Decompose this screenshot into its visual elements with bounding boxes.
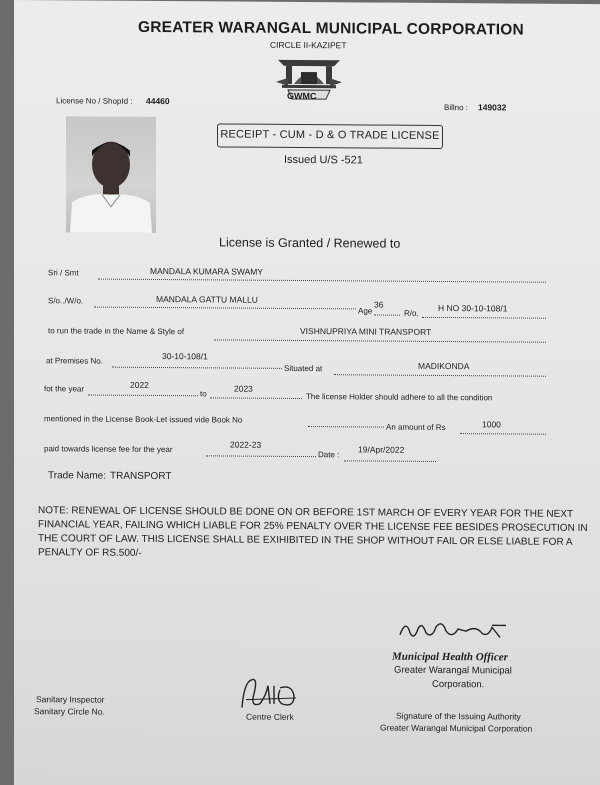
- mho-signature: [396, 615, 516, 646]
- authority-signature-label: Signature of the Issuing Authority: [396, 710, 521, 722]
- date-line: [344, 460, 436, 462]
- renewal-note: NOTE: RENEWAL OF LICENSE SHOULD BE DONE ON OR BEFORE 1ST MARCH OF EVERY YEAR FOR THE NEXT FINANCIAL YEAR, FAILING WHICH LIABLE FOR 25% PENALTY OVER THE LICENSE FEE BESIDES PROSECUTION IN THE COURT OF LAW. THIS LICENSE SHALL BE EXIHIBITED IN THE SHOP WITHOUT FAIL OR ELSE LIABLE FOR A PENALTY OF RS.500/-: [38, 505, 588, 559]
- holder-condition-text: The license Holder should adhere to all the condition: [306, 392, 493, 403]
- holder-photo: [66, 116, 156, 233]
- to-label: to: [200, 389, 207, 399]
- ro-line: [422, 317, 546, 319]
- granted-heading: License is Granted / Renewed to: [219, 235, 401, 251]
- amount-label: An amount of Rs: [386, 422, 446, 433]
- circle-name: CIRCLE II-KAZIPET: [270, 39, 347, 51]
- bill-no-value: 149032: [478, 102, 507, 113]
- sanitary-circle-label: Sanitary Circle No.: [34, 706, 105, 717]
- license-no-label: License No / ShopId :: [56, 96, 133, 106]
- license-document: [14, 0, 600, 785]
- bill-no-label: Billno :: [444, 103, 469, 113]
- name-value: MANDALA KUMARA SWAMY: [150, 265, 264, 277]
- trade-name-value: TRANSPORT: [110, 470, 172, 483]
- trade-style-label: to run the trade in the Name & Style of: [48, 326, 185, 337]
- year-label: fot the year: [44, 384, 85, 394]
- father-line: [94, 307, 356, 310]
- situated-label: Situated at: [284, 363, 323, 374]
- logo-text: GWMC: [287, 90, 317, 102]
- amount-line: [460, 433, 546, 435]
- issued-section: Issued U/S -521: [284, 153, 363, 167]
- premises-line: [112, 367, 282, 369]
- corporation-title: GREATER WARANGAL MUNICIPAL CORPORATION: [138, 18, 524, 39]
- age-value: 36: [374, 299, 384, 310]
- centre-clerk-label: Centre Clerk: [246, 711, 294, 722]
- receipt-title-box: RECEIPT - CUM - D & O TRADE LICENSE: [217, 123, 443, 149]
- father-value: MANDALA GATTU MALLU: [156, 293, 258, 305]
- authority-org-label: Greater Warangal Municipal Corporation: [380, 722, 533, 734]
- year-to-value: 2023: [234, 383, 253, 394]
- mho-org-line2: Corporation.: [432, 678, 485, 691]
- name-line: [98, 279, 546, 283]
- father-label: S/o../W/o.: [48, 296, 84, 306]
- clerk-signature: [236, 674, 306, 714]
- year-from-value: 2022: [130, 379, 149, 390]
- date-label: Date :: [318, 450, 340, 460]
- premises-label: at Premises No.: [46, 356, 103, 366]
- mho-title: Municipal Health Officer: [392, 650, 508, 664]
- amount-value: 1000: [482, 419, 501, 430]
- date-value: 19/Apr/2022: [358, 444, 405, 455]
- book-line: [308, 426, 384, 428]
- situated-value: MADIKONDA: [418, 360, 470, 372]
- paid-label: paid towards license fee for the year: [44, 444, 173, 455]
- paid-year-line: [206, 455, 316, 457]
- trade-style-line: [214, 339, 546, 342]
- name-label: Sri / Smt: [48, 268, 79, 278]
- year-from-line: [88, 395, 198, 397]
- sanitary-inspector-label: Sanitary Inspector: [36, 694, 105, 705]
- age-line: [374, 315, 400, 316]
- book-text: mentioned in the License Book-Let issued vide Book No: [44, 414, 243, 425]
- ro-label: R/o.: [404, 308, 419, 318]
- premises-value: 30-10-108/1: [162, 351, 208, 362]
- ro-value: H NO 30-10-108/1: [438, 302, 508, 314]
- year-to-line: [210, 397, 302, 399]
- age-label: Age: [358, 306, 373, 316]
- trade-name-label: Trade Name:: [48, 470, 106, 482]
- license-no-value: 44460: [146, 95, 170, 107]
- trade-style-value: VISHNUPRIYA MINI TRANSPORT: [300, 325, 432, 337]
- mho-org: Greater Warangal Municipal: [394, 664, 512, 677]
- paid-year-value: 2022-23: [230, 439, 262, 450]
- situated-line: [334, 374, 546, 376]
